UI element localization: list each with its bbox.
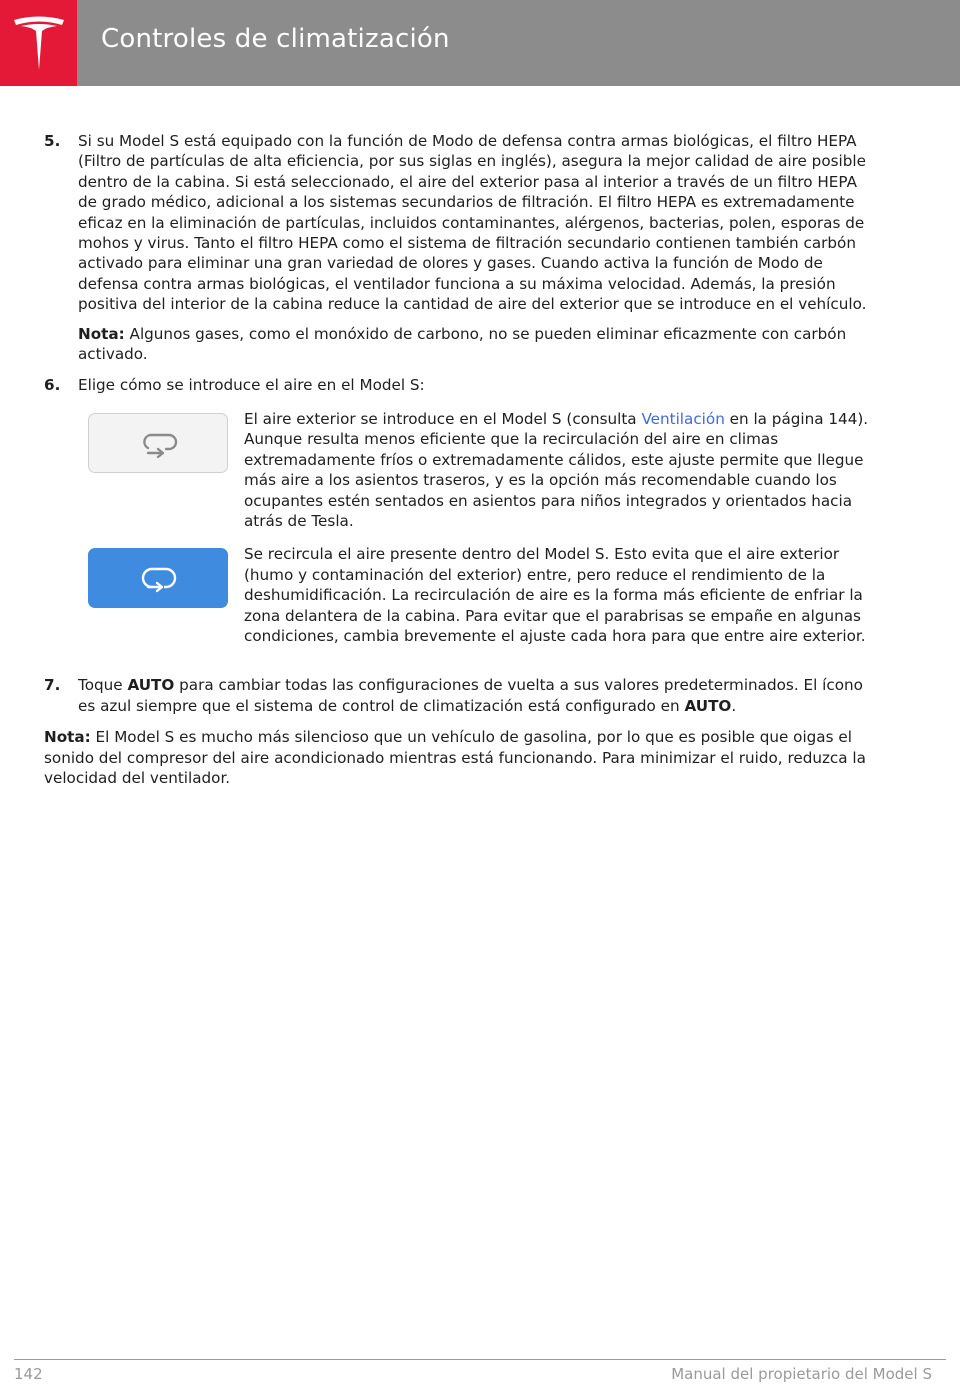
manual-title: Manual del propietario del Model S [671, 1365, 932, 1383]
recirculate-air-button[interactable] [88, 548, 228, 608]
list-number: 5. [44, 132, 61, 150]
ventilation-link[interactable]: Ventilación [641, 409, 725, 428]
air-option-recirculate [78, 544, 878, 664]
recirculate-off-icon [140, 429, 178, 459]
main-content [44, 131, 878, 788]
page-header [0, 0, 960, 86]
item-text-part: Toque [78, 676, 128, 695]
option-description: Se recircula el aire presente dentro del Model S. Esto evita que el aire exterior (humo y contaminación del exterior) entre, pero reduce el rendimiento de la deshumidificación. La recirculación de aire es la forma más eficiente de enfriar la zona delantera de la cabina. Para evitar que el parabrisas se empañe en algunas condiciones, cambia brevemente el ajuste cada hora para que entre aire exterior. [244, 545, 866, 645]
list-item-6 [44, 375, 878, 664]
recirculate-on-icon [140, 564, 178, 594]
note [78, 324, 878, 365]
note-text: Algunos gases, como el monóxido de carbono, no se pueden eliminar eficazmente con carbón activado. [78, 324, 847, 364]
option-text: en la página 144). Aunque resulta menos eficiente que la recirculación del aire en climas extremadamente fríos o extremadamente cálidos, este ajuste permite que llegue más aire a los asientos traseros, y es la opción más recomendable cuando los ocupantes estén sentados en asientos para niños integrados y orientados hacia atrás de Tesla. [244, 409, 869, 530]
footer-divider [14, 1359, 946, 1360]
note-label: Nota: [44, 728, 91, 747]
note-text: El Model S es mucho más silencioso que un vehículo de gasolina, por lo que es posible que oigas el sonido del compresor del aire acondicionado mientras está funcionando. Para minimizar el ruido, reduzca la velocidad del ventilador. [44, 728, 866, 787]
list-number: 6. [44, 376, 61, 395]
list-item-5 [44, 131, 878, 364]
option-text: El aire exterior se introduce en el Model S (consulta [244, 409, 642, 428]
note [44, 727, 878, 788]
brand-logo-box [0, 0, 77, 86]
page-title: Controles de climatización [101, 24, 450, 54]
item-text-part: . [731, 696, 737, 715]
air-option-outside [78, 409, 878, 531]
outside-air-button[interactable] [88, 413, 228, 473]
item-text: Elige cómo se introduce el aire en el Model S: [78, 376, 425, 395]
auto-label: AUTO [684, 696, 732, 715]
list-number: 7. [44, 676, 61, 695]
page-number: 142 [14, 1365, 43, 1383]
note-label: Nota: [78, 324, 125, 343]
item-text-part: para cambiar todas las configuraciones de vuelta a sus valores predeterminados. El ícono es azul siempre que el sistema de control de climatización está configurado en [78, 676, 863, 715]
item-text: Si su Model S está equipado con la función de Modo de defensa contra armas biológicas, el filtro HEPA (Filtro de partículas de alta eficiencia, por sus siglas en inglés), asegura la mejor calidad de aire posible dentro de la cabina. Si está seleccionado, el aire del exterior pasa al interior a través de un filtro HEPA de grado médico, adicional a los sistemas secundarios de filtración. El filtro HEPA es extremadamente eficaz en la eliminación de partículas, incluidos contaminantes, alérgenos, bacterias, polen, esporas de mohos y virus. Tanto el filtro HEPA como el sistema de filtración secundario contienen también carbón activado para eliminar una gran variedad de olores y gases. Cuando activa la función de Modo de defensa contra armas biológicas, el ventilador funciona a su máxima velocidad. Además, la presión positiva del interior de la cabina reduce la cantidad de aire del exterior que se introduce en el vehículo. [78, 132, 867, 314]
auto-label: AUTO [127, 676, 175, 695]
tesla-logo-icon [12, 14, 66, 72]
item-text [78, 675, 878, 716]
option-description [244, 409, 878, 531]
list-item-7 [44, 675, 878, 716]
